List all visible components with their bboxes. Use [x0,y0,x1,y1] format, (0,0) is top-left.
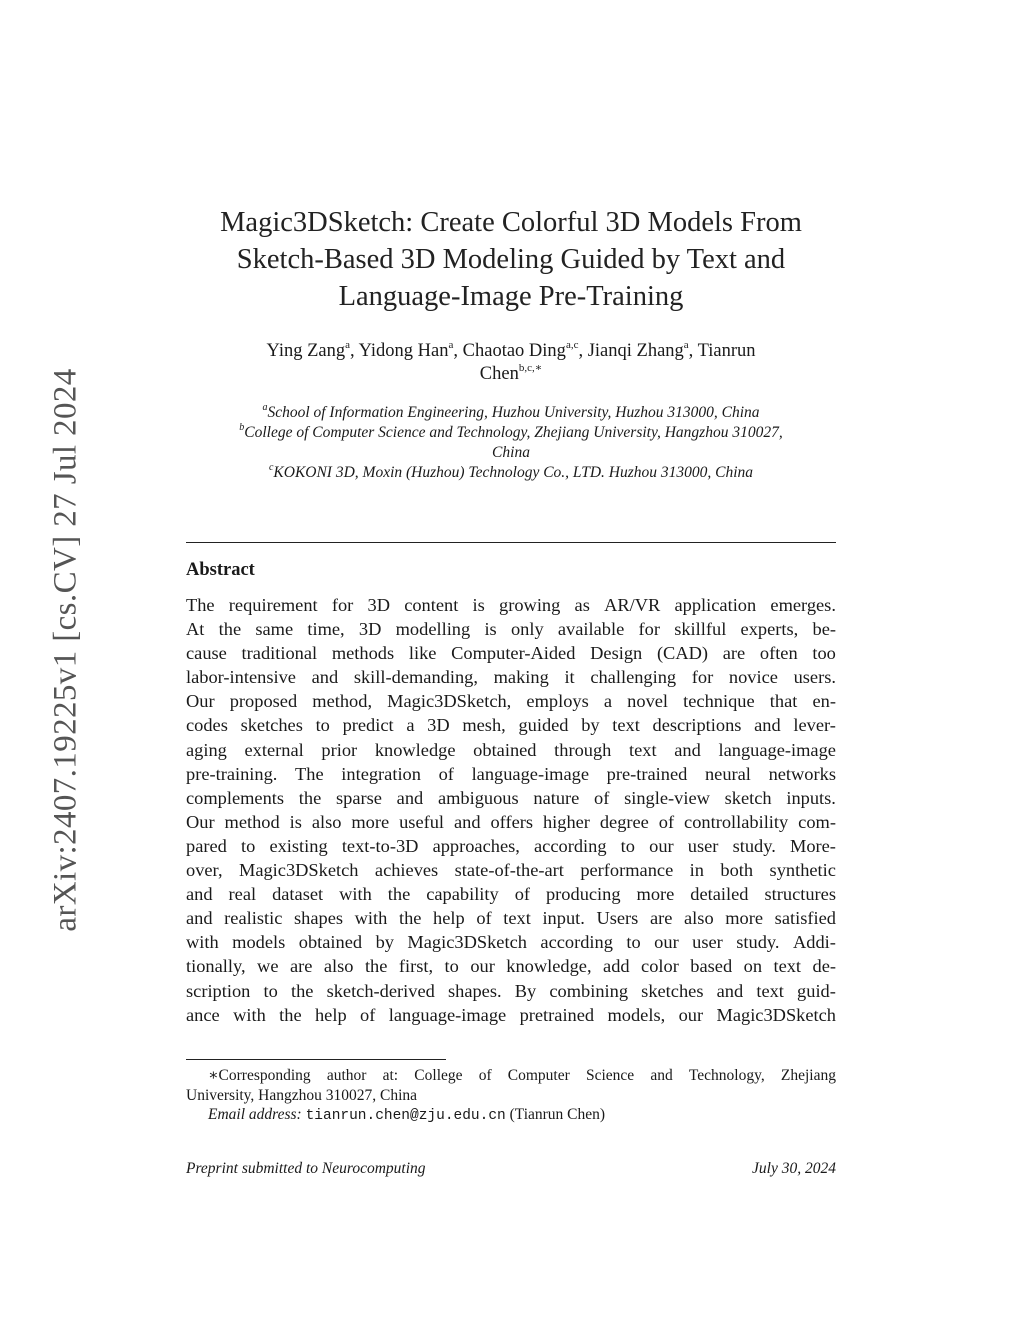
footnote-word: Computer [507,1067,570,1084]
abstract-word: Our [186,811,215,832]
abstract-word: sketch [724,787,772,808]
abstract-line [186,665,836,689]
abstract-word: user [687,835,719,856]
footnote-word: Science [585,1067,635,1084]
abstract-word: and [396,787,424,808]
author-name: Jianqi Zhang [587,341,684,361]
abstract-word: text [756,980,784,1001]
abstract-line [186,738,836,762]
abstract-word: according [540,932,613,953]
abstract-word: as [574,595,590,615]
abstract-word: with [354,908,388,929]
abstract-word: and [311,667,339,688]
abstract-word: more [636,884,675,905]
abstract-word: our [649,835,674,856]
abstract-word: be- [812,619,836,640]
abstract-word: skillful [674,619,727,640]
author-name: Chaotao Ding [462,341,566,361]
abstract-word: (CAD) [656,643,709,664]
abstract-word: ance [186,1004,220,1025]
abstract-word: dataset [272,884,324,905]
abstract-word: on [743,956,763,977]
footnote-word: of [478,1067,492,1084]
abstract-word: the [279,1004,302,1025]
abstract-word: capability [426,884,499,905]
abstract-word: pretrained [519,1004,595,1025]
title-line-1: Magic3DSketch: Create Colorful 3D Models From [220,207,802,238]
abstract-word: and [674,739,701,760]
abstract-word: the [290,980,314,1001]
abstract-word: to [263,980,278,1001]
author-name: Yidong Han [358,341,449,361]
abstract-word: Addi- [793,932,836,953]
abstract-word: approaches, [432,835,520,856]
abstract-word: of [360,1004,376,1025]
abstract-word: study. [732,835,776,856]
author-line-1: Ying Zang$^a$, Yidong Han$^a$, Chaotao Ding$^{a,c}$, Jianqi Zhang$^a$, Tianrun [266,338,756,361]
abstract-word: pre-trained [606,763,688,784]
abstract-word: and [453,811,481,832]
abstract-word: novice [728,667,778,688]
footer-date: July 30, 2024 [752,1160,836,1177]
abstract-word: shapes [294,908,344,929]
abstract-word: traditional [241,643,318,664]
email-address-link[interactable]: tianrun.chen@zju.edu.cn [305,1108,506,1124]
abstract-word: for [638,619,660,640]
abstract-word: degree [599,811,649,832]
abstract-word: methods [331,643,395,664]
abstract-word: producing [545,884,621,905]
abstract-word: integration [341,763,421,784]
author-name: Ying Zang [266,341,346,361]
abstract-word: text-to-3D [341,835,419,856]
abstract-word: guided [518,715,569,736]
abstract-word: The [295,763,324,784]
abstract-word: cause [186,643,227,664]
abstract-word: 3D [367,595,390,615]
abstract-word: Magic3DSketch [407,932,527,953]
abstract-word: text [612,715,640,736]
title-line-2: Sketch-Based 3D Modeling Guided by Text and [236,244,786,275]
email-label: Email address: [208,1106,302,1123]
author-affil-mark: a [683,338,689,351]
abstract-word: our [678,1004,704,1025]
abstract-word: the [387,884,411,905]
abstract-word: challenging [590,667,677,688]
abstract-word: com- [798,811,836,832]
abstract-word: over, [186,860,223,881]
abstract-word: growing [499,595,561,615]
abstract-word: detailed [690,884,749,905]
abstract-line [186,906,836,930]
footnote-word: Technology, [688,1067,765,1084]
abstract-word: the [364,956,388,977]
author-affil-mark: a [345,338,350,351]
abstract-word: networks [768,763,836,784]
abstract-line [186,641,836,665]
abstract-word: guid- [797,980,836,1001]
abstract-line [186,882,836,906]
abstract-word: proposed [229,691,298,712]
abstract-line [186,713,836,737]
abstract-word: pre-training. [186,763,278,784]
abstract-top-rule [186,542,836,543]
affiliation-b: $^b$College of Computer Science and Technology, Zhejiang University, Hangzhou 310027, [239,421,783,441]
abstract-word: Magic3DSketch, [387,691,512,712]
abstract-word: technique [683,691,755,712]
abstract-word: method, [312,691,373,712]
abstract-word: also [323,956,354,977]
abstract-word: 3D [358,619,382,640]
abstract-line [186,834,836,858]
abstract-word: Our [186,691,215,712]
footnote-word: Zhejiang [780,1067,836,1084]
abstract-word: experts, [740,619,799,640]
abstract-word: that [769,691,798,712]
abstract-word: of [658,811,675,832]
abstract-word: study. [736,932,780,953]
abstract-word: synthetic [769,860,836,881]
abstract-line [186,617,836,641]
affiliations [186,403,836,483]
abstract-word: of [514,884,531,905]
abstract-word: modelling [395,619,471,640]
abstract-word: we [257,956,279,977]
abstract-word: a [406,715,415,736]
abstract-word: our [654,932,679,953]
abstract-word: achieves [374,860,439,881]
abstract-word: skill-demanding, [353,667,478,688]
corresponding-author-footnote [186,1066,836,1127]
abstract-word: single-view [624,787,710,808]
paper-title [186,204,836,315]
affiliation-b-cont: China [492,444,530,461]
abstract-word: input. [542,908,585,929]
abstract-word: more [351,811,390,832]
abstract-word: knowledge, [506,956,592,977]
abstract-word: the [218,619,242,640]
abstract-word: novel [627,691,669,712]
abstract-word: sketch-derived [326,980,435,1001]
abstract-word: for [691,667,714,688]
abstract-word: controllability [684,811,789,832]
author-affil-mark: a,c [565,338,579,351]
abstract-body [186,593,836,1027]
abstract-word: Computer-Aided [451,643,576,664]
title-line-3: Language-Image Pre-Training [338,281,684,312]
abstract-line [186,930,836,954]
abstract-word: text [503,908,531,929]
abstract-word: same [255,619,294,640]
abstract-word: prior [321,739,358,760]
abstract-word: color [641,956,679,977]
abstract-word: users. [793,667,836,688]
abstract-word: realistic [224,908,283,929]
abstract-word: AR/VR [604,595,661,615]
abstract-word: en- [812,691,836,712]
email-owner: (Tianrun Chen) [509,1106,606,1123]
abstract-word: predict [342,715,394,736]
abstract-word: method [224,811,280,832]
abstract-word: higher [542,811,590,832]
author-name: Tianrun [697,341,756,361]
abstract-word: to [444,956,459,977]
abstract-word: shapes. [447,980,502,1001]
abstract-line [186,593,836,617]
author-affil-mark: a [448,338,454,351]
abstract-word: also [311,811,342,832]
abstract-word: sparse [335,787,382,808]
abstract-word: real [228,884,257,905]
abstract-word: useful [399,811,445,832]
abstract-word: add [603,956,630,977]
abstract-word: to [315,715,330,736]
abstract-word: are [722,643,746,664]
abstract-word: mesh, [462,715,506,736]
abstract-word: the [398,908,422,929]
abstract-word: more [725,908,764,929]
abstract-word: aging [186,739,227,760]
abstract-word: pared [186,835,227,856]
abstract-word: only [510,619,544,640]
abstract-word: like [408,643,437,664]
abstract-word: and [186,884,213,905]
abstract-word: existing [269,835,328,856]
abstract-word: by [375,932,394,953]
footer-preprint-note: Preprint submitted to Neurocomputing [186,1160,426,1177]
arxiv-identifier: arXiv:2407.19225v1 [cs.CV] 27 Jul 2024 [47,368,84,932]
abstract-word: to [620,835,635,856]
abstract-word: scription [186,980,251,1001]
abstract-word: making [493,667,549,688]
abstract-word: too [812,643,836,664]
affiliation-c: $^c$KOKONI 3D, Moxin (Huzhou) Technology Co., LTD. Huzhou 313000, China [268,461,754,481]
abstract-word: is [484,619,497,640]
abstract-word: tionally, [186,956,246,977]
abstract-word: help [314,1004,347,1025]
abstract-word: satisfied [774,908,836,929]
abstract-heading: Abstract [186,560,255,580]
abstract-word: content [404,595,459,615]
author-line-2 [186,363,836,386]
abstract-word: emerges. [770,595,836,615]
abstract-word: is [289,811,302,832]
abstract-word: in [689,860,704,881]
abstract-word: often [759,643,798,664]
abstract-word: models, [607,1004,666,1025]
abstract-line [186,810,836,834]
abstract-word: and [754,715,781,736]
abstract-word: user [692,932,723,953]
abstract-word: with [186,932,219,953]
abstract-word: 3D [427,715,450,736]
abstract-word: structures [764,884,836,905]
abstract-word: sketches [240,715,303,736]
abstract-word: codes [186,715,228,736]
abstract-word: requirement [228,595,318,615]
footnote-line-1 [186,1066,836,1086]
abstract-word: help [433,908,465,929]
abstract-line [186,1003,836,1027]
footnote-word: author [326,1067,367,1084]
abstract-word: it [564,667,575,688]
abstract-word: obtained [298,932,363,953]
abstract-word: are [649,908,673,929]
abstract-word: inputs. [786,787,836,808]
abstract-word: nature [533,787,580,808]
abstract-word: By [514,980,537,1001]
abstract-word: employs [526,691,589,712]
abstract-word: de- [812,956,836,977]
abstract-word: knowledge [374,739,456,760]
abstract-word: state-of-the-art [454,860,564,881]
abstract-word: according [534,835,607,856]
abstract-word: of [594,787,610,808]
footnote-word: College [414,1067,463,1084]
page-footer [186,1160,836,1178]
footnote-word: at: [382,1067,399,1084]
abstract-word: our [470,956,495,977]
abstract-word: At [186,619,205,640]
abstract-word: text [629,739,657,760]
abstract-word: ambiguous [437,787,519,808]
footnote-word: ∗Corresponding [208,1067,311,1084]
abstract-word: for [331,595,354,615]
abstract-word: neural [704,763,751,784]
abstract-word: are [289,956,313,977]
abstract-word: and [186,908,213,929]
abstract-word: labor-intensive [186,667,296,688]
abstract-word: external [244,739,304,760]
abstract-line [186,762,836,786]
author-affil-mark: b,c,∗ [518,361,543,374]
abstract-word: language-image [471,763,590,784]
abstract-word: obtained [473,739,537,760]
author-list [186,340,836,386]
abstract-word: is [472,595,485,615]
abstract-word: and [716,980,744,1001]
abstract-word: Magic3DSketch [238,860,359,881]
abstract-word: to [626,932,641,953]
abstract-word: also [684,908,714,929]
abstract-word: time, [307,619,345,640]
abstract-word: both [720,860,754,881]
abstract-word: offers [490,811,534,832]
abstract-line [186,858,836,882]
abstract-word: based [690,956,733,977]
author-name: Chen [479,364,519,384]
abstract-word: the [298,787,322,808]
footnote-email-line [186,1105,836,1127]
abstract-word: text [773,956,802,977]
abstract-word: Users [596,908,639,929]
abstract-word: Magic3DSketch [716,1004,836,1025]
abstract-word: More- [789,835,836,856]
abstract-line [186,689,836,713]
abstract-word: available [557,619,625,640]
abstract-word: lever- [793,715,836,736]
abstract-word: language-image [718,739,836,760]
abstract-word: to [240,835,256,856]
abstract-word: complements [186,787,285,808]
abstract-word: of [476,908,492,929]
footnote-word: and [650,1067,673,1084]
abstract-word: The [186,595,215,615]
abstract-word: through [554,739,612,760]
abstract-word: language-image [388,1004,507,1025]
abstract-word: application [674,595,757,615]
abstract-line [186,979,836,1003]
abstract-word: combining [549,980,629,1001]
abstract-word: with [233,1004,266,1025]
abstract-word: Design [590,643,643,664]
footnote-line-2: University, Hangzhou 310027, China [186,1086,418,1104]
abstract-word: sketches [641,980,704,1001]
abstract-word: descriptions [652,715,742,736]
abstract-word: performance [580,860,674,881]
abstract-line [186,954,836,978]
abstract-line [186,786,836,810]
footnote-rule [186,1059,446,1060]
affiliation-a: $^a$School of Information Engineering, Huzhou University, Huzhou 313000, China [262,401,760,421]
abstract-word: a [603,691,613,712]
abstract-word: of [438,763,454,784]
abstract-word: with [339,884,372,905]
abstract-word: models [232,932,286,953]
abstract-word: first, [398,956,434,977]
abstract-word: by [581,715,600,736]
